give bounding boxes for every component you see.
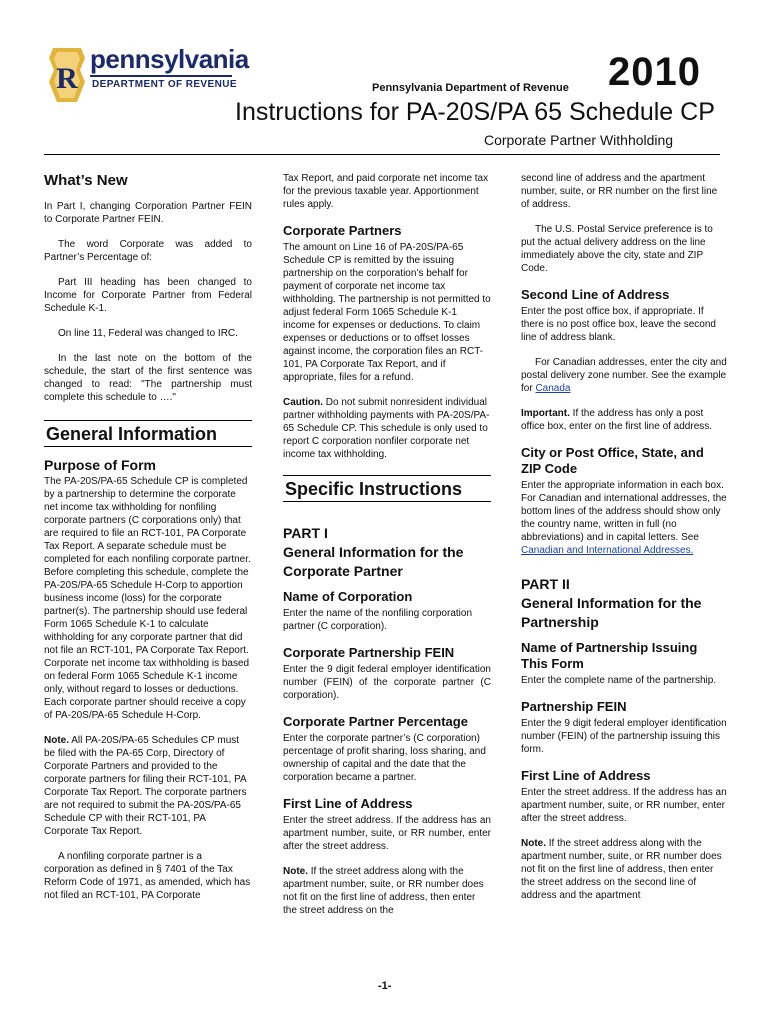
second-line-address-text: Enter the post office box, if appropriate. If there is no post office box, leave the second line of address blank. (521, 306, 716, 343)
part-two-title: PART II General Information for the Partnership (521, 576, 702, 630)
partnership-fein-text: Enter the 9 digit federal employer identification number (FEIN) of the partnership issuing this form. (521, 718, 727, 755)
corporate-fein-heading: Corporate Partnership FEIN (283, 645, 455, 660)
whats-new-item: In the last note on the bottom of the schedule, the start of the first sentence was changed to read: "The partnership must complete this schedule to …." (44, 353, 252, 403)
first-line-address-text: Enter the street address. If the address has an apartment number, suite, or RR number, enter after the street address. (283, 815, 491, 852)
svg-text:R: R (56, 62, 78, 95)
address-note-paragraph (521, 837, 727, 902)
first-line-address-text: Enter the street address. If the address has an apartment number, suite, or RR number, enter after the street address. (521, 787, 727, 824)
nonfiling-text: A nonfiling corporate partner is a corporation as defined in § 7401 of the Tax Reform Code of 1971, as amended, which has not filed an RCT-101, PA Corporate (44, 851, 251, 901)
usps-text: The U.S. Postal Service preference is to put the actual delivery address on the line immediately above the city, state and ZIP Code. (521, 224, 713, 274)
second-line-address-heading: Second Line of Address (521, 287, 670, 302)
important-label: Important. (521, 408, 570, 419)
purpose-text: The PA-20S/PA-65 Schedule CP is completed by a partnership to determine the corporate net income tax withholding for nonfiling corporate partners (C corporations only) that are required to file an RCT-101, PA Corporate Tax Report. A separate schedule must be completed for each nonfiling corporate partner. Before completing this schedule, complete the PA-20S/PA-65 Schedule H-Corp to apportion business income (loss) for the corporate partner(s). The partnership should use federal Form 1065 Schedule K-1 to calculate withholding for any corporate partner that did not file an RCT-101, PA Corporate Tax Report. Corporate net income tax withholding is based on federal Form 1065 Schedule K-1 income only, without regard to losses or deductions. Each corporate partner should receive a copy of PA-20S/PA-65 Schedule H-Corp. (44, 476, 251, 721)
specific-instructions-heading: Specific Instructions (283, 475, 491, 502)
note-text: If the street address along with the apartment number, suite, or RR number does not fit on the first line of address, then enter the street address on the (283, 866, 484, 916)
whats-new-heading: What’s New (44, 172, 128, 189)
general-information-heading: General Information (44, 420, 252, 447)
page-number: -1- (378, 980, 392, 992)
whats-new-item: The word Corporate was added to Partner’s Percentage of: (44, 239, 252, 263)
important-paragraph (521, 407, 727, 433)
keystone-icon (47, 46, 87, 104)
column-left (44, 172, 252, 914)
canada-link[interactable]: Canada (535, 383, 571, 394)
note-paragraph (44, 734, 252, 838)
canada-paragraph: For Canadian addresses, enter the city and postal delivery zone number. See the example for Canada (521, 357, 727, 394)
name-of-corporation-text: Enter the name of the nonfiling corporation partner (C corporation). (283, 608, 473, 632)
corporate-partners-text: The amount on Line 16 of PA-20S/PA-65 Schedule CP is remitted by the issuing partnership on the corporation’s behalf for payment of corporate net income tax withholding. The partnership is not permitted to adjust federal Form 1065 Schedule K-1 income for expenses or deductions. To claim expenses or deductions or to offset losses against income, the corporation files an RCT-101, PA Corporate Tax Report, and if appropriate, files for a refund. (283, 242, 491, 383)
corporate-partners-heading: Corporate Partners (283, 223, 402, 238)
page-title: Instructions for PA-20S/PA 65 Schedule CP (235, 98, 715, 126)
logo-department: DEPARTMENT OF REVENUE (92, 79, 237, 90)
caution-paragraph (283, 396, 491, 461)
note-label: Note. (44, 735, 69, 746)
note-label: Note. (521, 838, 546, 849)
first-line-address-heading: First Line of Address (283, 796, 413, 811)
tax-year: 2010 (608, 50, 701, 94)
part-one-title: PART I General Information for the Corporate Partner (283, 525, 464, 579)
note-text: If the street address along with the apartment number, suite, or RR number does not fit on the first line of address, then enter the street address on the second line of address and the apartment (521, 838, 722, 901)
partner-percentage-heading: Corporate Partner Percentage (283, 714, 468, 729)
whats-new-item: On line 11, Federal was changed to IRC. (58, 328, 238, 339)
whats-new-item: In Part I, changing Corporation Partner FEIN to Corporate Partner FEIN. (44, 201, 252, 225)
caution-label: Caution. (283, 397, 323, 408)
partnership-fein-heading: Partnership FEIN (521, 699, 627, 714)
city-state-zip-paragraph: Enter the appropriate information in each box. For Canadian and international addresses, the bottom lines of the address should show only the country name, written in full (no abbreviations) and in capital letters. See Canadian and International Addresses. (521, 480, 727, 556)
city-state-zip-heading: City or Post Office, State, and ZIP Code (521, 445, 704, 476)
department-name: Pennsylvania Department of Revenue (372, 82, 569, 94)
purpose-heading: Purpose of Form (44, 457, 157, 473)
international-addresses-link[interactable]: Canadian and International Addresses. (521, 545, 694, 556)
logo-wordmark: pennsylvania (90, 44, 249, 74)
note-label: Note. (283, 866, 308, 877)
partner-percentage-text: Enter the corporate partner’s (C corporation) percentage of profit sharing, loss sharing, and ownership of capital and the date that the corporation became a partner. (283, 733, 486, 783)
column-middle (283, 172, 491, 929)
whats-new-item: Part III heading has been changed to Income for Corporate Partner from Federal Schedule K-1. (44, 277, 252, 314)
important-text: If the address has only a post office box, enter on the first line of address. (521, 408, 713, 432)
name-of-partnership-text: Enter the complete name of the partnership. (521, 675, 717, 686)
header-divider (44, 154, 720, 155)
continued-text: Tax Report, and paid corporate net income tax for the previous taxable year. Apportionment rules apply. (283, 173, 489, 210)
caution-text: Do not submit nonresident individual partner withholding payments with PA-20S/PA-65 Schedule CP. This schedule is only used to report C corporation nonfiler corporate net income tax withholding. (283, 397, 490, 460)
note-text: All PA-20S/PA-65 Schedules CP must be filed with the PA-65 Corp, Directory of Corporate Partners and provided to the corporate partners for filing their RCT-101, PA Corporate Tax Report. The corporate partners are not required to submit the PA-20S/PA-65 Schedule CP with their RCT-101, PA Corporate Tax Report. (44, 735, 247, 837)
column-right (521, 172, 727, 914)
logo-rule (90, 75, 232, 77)
corporate-fein-text: Enter the 9 digit federal employer identification number (FEIN) of the corporate partner (C corporation). (283, 664, 491, 701)
first-line-address-heading: First Line of Address (521, 768, 651, 783)
name-of-corporation-heading: Name of Corporation (283, 589, 413, 604)
address-note-paragraph (283, 865, 491, 917)
name-of-partnership-heading: Name of Partnership Issuing This Form (521, 640, 698, 671)
page-subtitle: Corporate Partner Withholding (484, 132, 674, 148)
continued-text: second line of address and the apartment number, suite, or RR number on the first line of address. (521, 173, 718, 210)
